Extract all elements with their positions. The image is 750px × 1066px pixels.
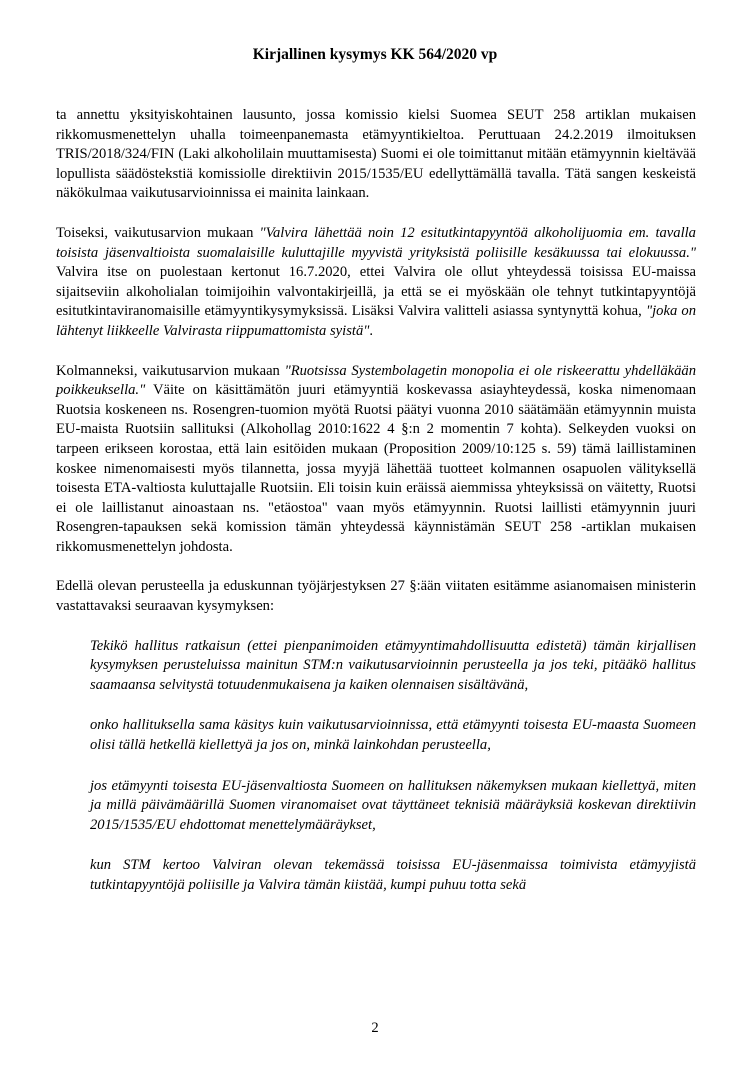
paragraph-1 <box>56 106 696 204</box>
question-2: onko hallituksella sama käsitys kuin vaikutusarvioinnissa, että etämyynti toisesta EU-maasta Suomeen olisi tällä hetkellä kiellettyä ja jos on, minkä lainkohdan perusteella, <box>90 717 696 754</box>
quotation: "Valvira lähettää noin 12 esitutkintapyyntöä alkoholijuomia em. tavalla toisista jäsenvaltioista suomalaisille kuluttajille myyvistä yrityksistä poliisille kesäkuussa tai elokuussa." <box>56 224 696 261</box>
quotation: "joka on lähtenyt liikkeelle Valvirasta riippumattomista syistä" <box>56 303 696 339</box>
paragraph-4 <box>56 577 696 616</box>
paragraph-text: Kolmanneksi, vaikutusarvion mukaan <box>56 362 285 379</box>
page-number: 2 <box>371 1020 379 1036</box>
paragraph-text: Toiseksi, vaikutusarvion mukaan <box>56 224 260 241</box>
question-4: kun STM kertoo Valviran olevan tekemässä toisissa EU-jäsenmaissa toimivista etämyyjistä tutkintapyyntöjä poliisille ja Valvira tämän kiistää, kumpi puhuu totta sekä <box>90 857 696 893</box>
document-body <box>56 106 696 917</box>
paragraph-text: Edellä olevan perusteella ja eduskunnan työjärjestyksen 27 §:ään viitaten esitämme asianomaisen ministerin vastattavaksi seuraavan kysymyksen: <box>56 578 696 615</box>
paragraph-2 <box>56 224 696 342</box>
question-3: jos etämyynti toisesta EU-jäsenvaltiosta Suomeen on hallituksen näkemyksen mukaan kiellettyä, miten ja millä päivämäärillä Suomen viranomaiset ovat täyttäneet teknisiä määräyksiä koskevan direktiivin 2015/1535/EU ehdottomat menettelymääräykset, <box>90 777 696 833</box>
quotation: "Ruotsissa Systembolagetin monopolia ei ole riskeerattu yhdelläkään poikkeuksella." <box>56 362 696 399</box>
paragraph-text: Valvira itse on puolestaan kertonut 16.7.2020, ettei Valvira ole ollut yhteydessä toisissa EU-maissa sijaitseviin alkoholialan toimijoihin valvontakirjeillä, ja että se ei myöskään ole tehnyt tutkintapyyntöjä esitutkintaviranomaisille etämyyntikysymyksissä. Lisäksi Valvira valitteli asiassa syntynyttä kohua, <box>56 264 696 320</box>
question-list <box>90 637 696 896</box>
page-header: Kirjallinen kysymys KK 564/2020 vp <box>252 46 498 63</box>
paragraph-text: . <box>369 322 374 339</box>
paragraph-3 <box>56 362 696 558</box>
question-1: Tekikö hallitus ratkaisun (ettei pienpanimoiden etämyyntimahdollisuutta edistetä) tämän kirjallisen kysymyksen perusteluissa mainitun STM:n vaikutusarvioinnin perusteella ja jos teki, pitääkö hallitus saamaansa selvitystä totuudenmukaisena ja kaiken olennaisen sisältävänä, <box>90 637 696 693</box>
paragraph-text: ta annettu yksityiskohtainen lausunto, jossa komissio kielsi Suomea SEUT 258 artiklan mukaisen rikkomusmenettelyn uhalla toimeenpanemasta etämyyntikieltoa. Peruttuaan 24.2.2019 ilmoituksen TRIS/2018/324/FIN (Laki alkoholilain muuttamisesta) Suomi ei ole toimittanut mitään etämyynnin kieltävää lopullista säädöstekstiä komissiolle direktiivin 2015/1535/EU edellyttämällä tavalla. Tätä sangen keskeistä näkökulmaa vaikutusarvioinnissa ei mainita lainkaan. <box>56 107 696 202</box>
paragraph-text: Väite on käsittämätön juuri etämyyntiä koskevassa asiayhteydessä, koska nimenomaan Ruotsia koskeneen ns. Rosengren-tuomion myötä Ruotsi päätyi vuonna 2010 säätämään etämyynnin muista EU-maista Ruotsiin sallituksi (Alkohollag 2010:1622 4 §:n 2 momentin 7 kohta). Selkeyden vuoksi on tarpeen erikseen korostaa, että lain esitöiden mukaan (Proposition 2009/10:125 s. 59) tämä laillistaminen koskee nimenomaisesti myös tilannetta, jossa myyjä lähettää tuotteet kolmannen osapuolen välityksellä toisesta ETA-valtiosta kuluttajalle Ruotsiin. Eli toisin kuin eräissä aiemmissa yhteyksissä on väitetty, Ruotsi ei ole laillistanut ainoastaan ns. "etäostoa" vaan myös etämyynnin. Ruotsi laillisti etämyynnin juuri Rosengren-tapauksen sekä komission tämän yhteydessä käynnistämän SEUT 258 -artiklan mukaisen rikkomusmenettelyn johdosta. <box>56 382 696 555</box>
